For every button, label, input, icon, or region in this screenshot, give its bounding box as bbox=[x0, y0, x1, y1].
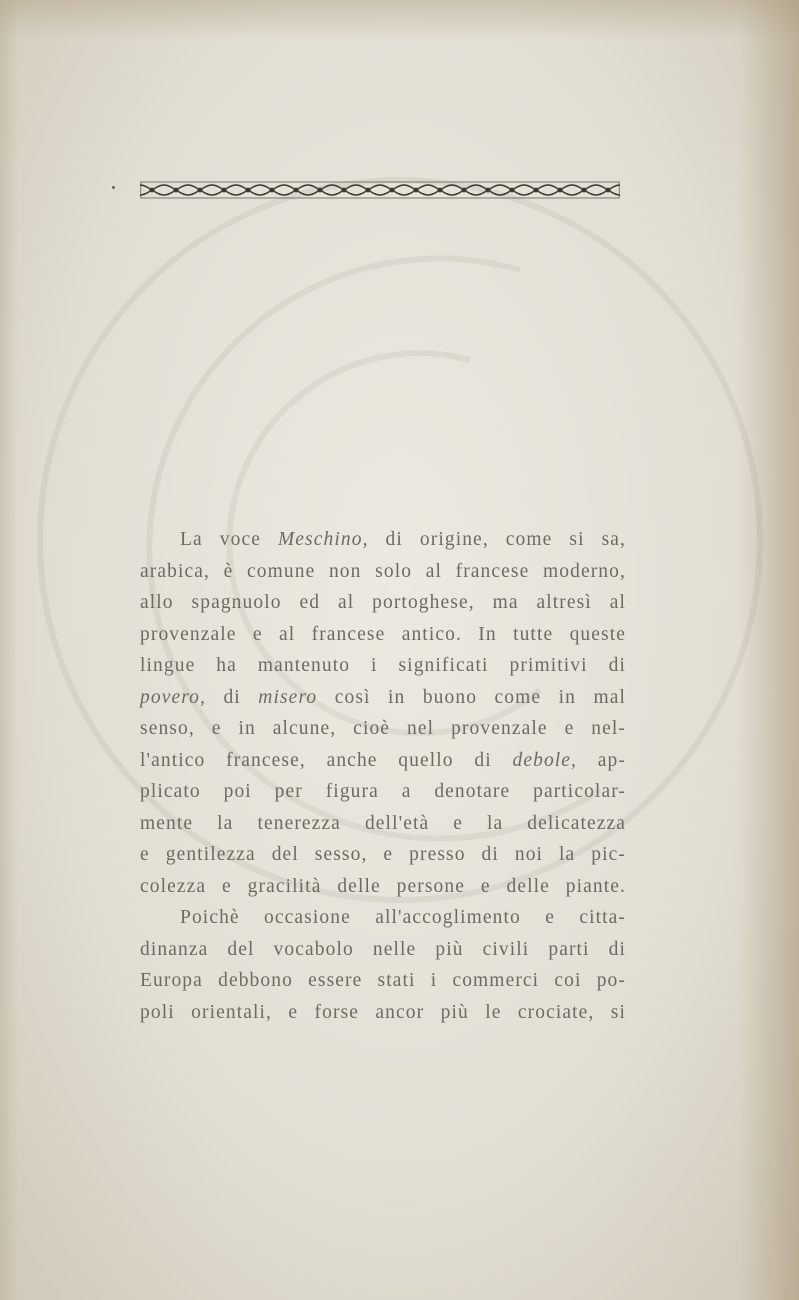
text-run: l'antico francese, anche quello di bbox=[140, 749, 513, 771]
ink-dot bbox=[112, 186, 115, 189]
text-run: La voce bbox=[180, 529, 278, 550]
page-left-shadow bbox=[0, 0, 18, 1300]
page-top-shadow bbox=[0, 0, 799, 40]
text-line: poli orientali, e forse ancor più le crociate, si bbox=[140, 1001, 626, 1023]
text-run: di bbox=[206, 686, 259, 708]
paragraph bbox=[140, 524, 626, 902]
text-run: di origine, come si sa, bbox=[368, 529, 626, 550]
italic-word: misero bbox=[258, 686, 318, 708]
text-line: lingue ha mantenuto i significati primitivi di bbox=[140, 655, 626, 676]
text-line: Poichè occasione all'accoglimento e citta- bbox=[180, 907, 626, 928]
text-line: plicato poi per figura a denotare particolar- bbox=[140, 781, 626, 802]
text-line bbox=[140, 682, 626, 714]
text-line: mente la tenerezza dell'età e la delicatezza bbox=[140, 812, 626, 834]
text-line: arabica, è comune non solo al francese moderno, bbox=[140, 560, 626, 582]
text-line: colezza e gracilità delle persone e delle piante. bbox=[140, 875, 626, 897]
italic-word: povero, bbox=[140, 686, 206, 708]
text-line: dinanza del vocabolo nelle più civili parti di bbox=[140, 938, 626, 960]
italic-word: Meschino, bbox=[277, 529, 369, 550]
text-line bbox=[140, 745, 626, 777]
text-run: ap- bbox=[577, 749, 626, 771]
text-line: Europa debbono essere stati i commerci coi po- bbox=[140, 970, 626, 991]
decorative-chain-border-icon bbox=[140, 181, 620, 199]
text-line: allo spagnuolo ed al portoghese, ma altresì al bbox=[140, 592, 626, 613]
italic-word: debole, bbox=[512, 749, 578, 771]
page-right-shadow bbox=[739, 0, 799, 1300]
text-run: così in buono come in mal bbox=[317, 686, 626, 708]
text-body bbox=[140, 524, 626, 1028]
text-line: senso, e in alcune, cioè nel provenzale e nel- bbox=[140, 718, 626, 739]
text-line bbox=[140, 524, 626, 556]
paragraph bbox=[140, 902, 626, 1028]
text-line: e gentilezza del sesso, e presso di noi la pic- bbox=[140, 844, 626, 865]
text-line: provenzale e al francese antico. In tutte queste bbox=[140, 623, 626, 645]
